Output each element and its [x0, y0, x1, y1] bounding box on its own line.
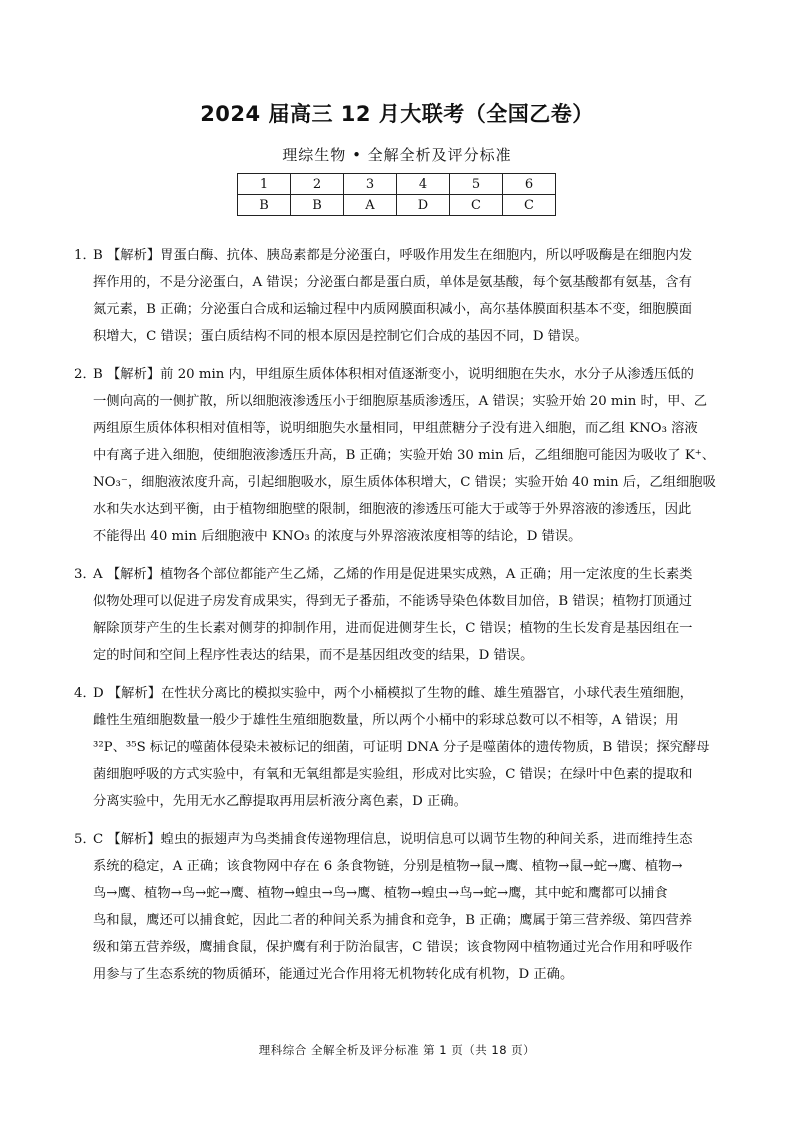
explanation-line: 中有离子进入细胞，使细胞液渗透压升高，B 正确；实验开始 30 min 后，乙组细胞可能因为吸收了 K⁺、: [93, 448, 716, 463]
explanation-line: B 【解析】前 20 min 内，甲组原生质体体积相对值逐渐变小，说明细胞在失水，水分子从渗透压低的: [93, 367, 694, 382]
question-number-cell: 5: [449, 174, 502, 195]
explanation-line: 鸟和鼠，鹰还可以捕食蛇，因此二者的种间关系为捕食和竞争，B 正确；鹰属于第三营养级、第四营养: [93, 913, 693, 928]
answer-cell: C: [502, 195, 555, 216]
explanation-line: 系统的稳定，A 正确；该食物网中存在 6 条食物链，分别是植物→鼠→鹰、植物→鼠→蛇→鹰、植物→: [93, 859, 683, 874]
explanation-list: [0, 246, 794, 1003]
explanation-line: 用参与了生态系统的物质循环，能通过光合作用将无机物转化成有机物，D 正确。: [93, 967, 574, 982]
page-footer: 理科综合 全解全析及评分标准 第 1 页（共 18 页）: [258, 1043, 536, 1057]
explanation-line: C 【解析】蝗虫的振翅声为鸟类捕食传递物理信息，说明信息可以调节生物的种间关系，进而维持生态: [93, 832, 693, 847]
explanation-line: 定的时间和空间上程序性表达的结果，而不是基因组改变的结果，D 错误。: [93, 648, 534, 663]
explanation-item: [0, 684, 794, 819]
explanation-line: 解除顶芽产生的生长素对侧芽的抑制作用，进而促进侧芽生长，C 错误；植物的生长发育是基因组在一: [93, 621, 693, 636]
question-number-cell: 1: [238, 174, 291, 195]
explanation-line: 两组原生质体体积相对值相等，说明细胞失水量相同，甲组蔗糖分子没有进入细胞，而乙组 KNO₃ 溶液: [93, 421, 698, 436]
explanation-item: [0, 365, 794, 554]
explanation-line: 一侧向高的一侧扩散，所以细胞液渗透压小于细胞原基质渗透压，A 错误；实验开始 20 min 时，甲、乙: [93, 394, 708, 409]
explanation-line: A 【解析】植物各个部位都能产生乙烯，乙烯的作用是促进果实成熟，A 正确；用一定浓度的生长素类: [93, 567, 693, 582]
answer-cell: D: [396, 195, 449, 216]
answer-table-answer-row: [238, 195, 556, 216]
explanation-item: [0, 565, 794, 673]
answer-cell: A: [343, 195, 396, 216]
answer-table-number-row: [238, 174, 556, 195]
answer-cell: C: [449, 195, 502, 216]
explanation-line: 水和失水达到平衡，由于植物细胞壁的限制，细胞液的渗透压可能大于或等于外界溶液的渗透压，因此: [93, 502, 692, 517]
page-subtitle: 理综生物 • 全解全析及评分标准: [282, 146, 512, 164]
explanation-line: 挥作用的，不是分泌蛋白，A 错误；分泌蛋白都是蛋白质，单体是氨基酸，每个氨基酸都有氨基，含有: [93, 275, 692, 290]
explanation-line: 氮元素，B 正确；分泌蛋白合成和运输过程中内质网膜面积减小，高尔基体膜面积基本不变，细胞膜面: [93, 302, 693, 317]
explanation-line: 级和第五营养级，鹰捕食鼠，保护鹰有利于防治鼠害，C 错误；该食物网中植物通过光合作用和呼吸作: [93, 940, 693, 955]
item-number: 3．: [74, 567, 96, 582]
page-title: 2024 届高三 12 月大联考（全国乙卷）: [200, 102, 594, 126]
explanation-line: B 【解析】胃蛋白酶、抗体、胰岛素都是分泌蛋白，呼吸作用发生在细胞内，所以呼吸酶是在细胞内发: [93, 248, 693, 263]
item-number: 5．: [74, 832, 96, 847]
explanation-line: 雌性生殖细胞数量一般少于雄性生殖细胞数量，所以两个小桶中的彩球总数可以不相等，A 错误；用: [93, 713, 679, 728]
explanation-line: 菌细胞呼吸的方式实验中，有氧和无氧组都是实验组，形成对比实验，C 错误；在绿叶中色素的提取和: [93, 767, 693, 782]
explanation-line: 鸟→鹰、植物→鸟→蛇→鹰、植物→蝗虫→鸟→鹰、植物→蝗虫→鸟→蛇→鹰，其中蛇和鹰都可以捕食: [93, 886, 668, 901]
item-number: 1．: [74, 248, 96, 263]
explanation-line: ³²P、³⁵S 标记的噬菌体侵染未被标记的细菌，可证明 DNA 分子是噬菌体的遗传物质，B 错误；探究酵母: [93, 740, 710, 755]
question-number-cell: 2: [290, 174, 343, 195]
explanation-line: D 【解析】在性状分离比的模拟实验中，两个小桶模拟了生物的雌、雄生殖器官，小球代表生殖细胞，: [93, 686, 693, 701]
explanation-item: [0, 246, 794, 354]
explanation-line: NO₃⁻，细胞液浓度升高，引起细胞吸水，原生质体体积增大，C 错误；实验开始 40 min 后，乙组细胞吸: [93, 475, 716, 490]
explanation-line: 不能得出 40 min 后细胞液中 KNO₃ 的浓度与外界溶液浓度相等的结论，D 错误。: [93, 529, 582, 544]
answer-table: [237, 173, 556, 216]
item-number: 2．: [74, 367, 96, 382]
explanation-line: 分离实验中，先用无水乙醇提取再用层析液分离色素，D 正确。: [93, 794, 467, 809]
explanation-item: [0, 830, 794, 992]
question-number-cell: 4: [396, 174, 449, 195]
explanation-line: 似物处理可以促进子房发育成果实，得到无子番茄，不能诱导染色体数目加倍，B 错误；植物打顶通过: [93, 594, 693, 609]
item-number: 4．: [74, 686, 96, 701]
question-number-cell: 3: [343, 174, 396, 195]
answer-cell: B: [238, 195, 291, 216]
question-number-cell: 6: [502, 174, 555, 195]
explanation-line: 积增大，C 错误；蛋白质结构不同的根本原因是控制它们合成的基因不同，D 错误。: [93, 329, 588, 344]
answer-cell: B: [290, 195, 343, 216]
